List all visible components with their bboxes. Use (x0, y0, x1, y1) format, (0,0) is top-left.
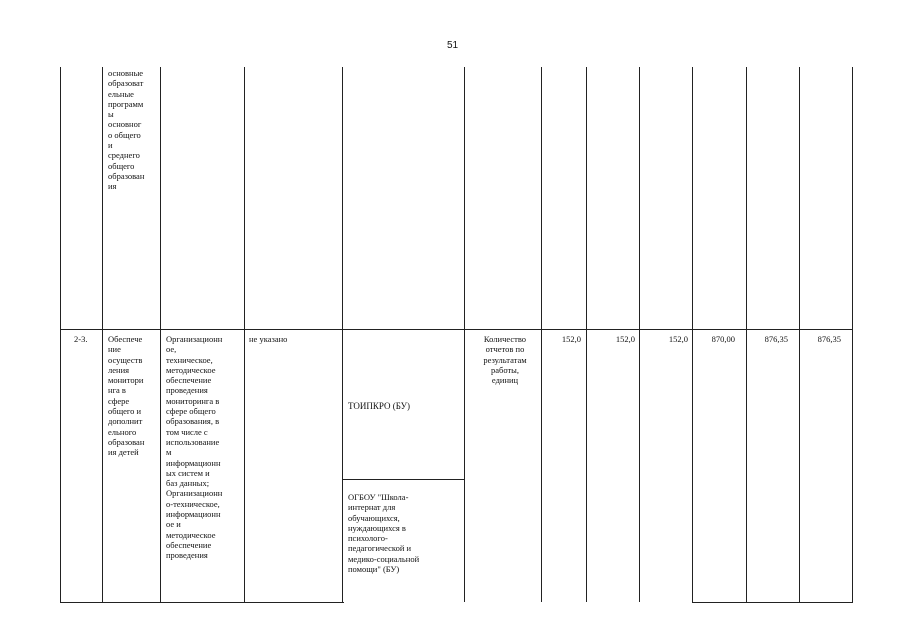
value-cell: 870,00 (711, 334, 735, 344)
value-cell: 876,35 (817, 334, 841, 344)
program-name-continuation: основные образоват ельные программ ы основног о общего и среднего общего образован ия (108, 68, 145, 192)
indicator-name: Количество отчетов по результатам работы, единиц (483, 334, 527, 386)
executor-toipkro: ТОИПКРО (БУ) (348, 401, 410, 411)
measure-description: Организационн ое, техническое, методическое обеспечение проведения мониторинга в сфере общего образования, в том числе с использование м информационн ых систем и баз данных; Организационн о-техническое, информационн ое и методическое обеспечение проведения (166, 334, 223, 561)
value-cell: 152,0 (668, 334, 688, 344)
value-cell: 152,0 (615, 334, 635, 344)
executor-school-internat: ОГБОУ "Школа- интернат для обучающихся, нуждающихся в психолого- педагогической и медико-социальной помощи" (БУ) (348, 492, 420, 575)
value-cell: 876,35 (764, 334, 788, 344)
page-number: 51 (446, 40, 459, 51)
legal-basis: не указано (249, 334, 288, 344)
value-cell: 152,0 (561, 334, 581, 344)
row-code: 2-3. (74, 334, 88, 344)
measure-name: Обеспече ние осуществ ления монитори нга в сфере общего и дополнит ельного образован ия детей (108, 334, 145, 458)
